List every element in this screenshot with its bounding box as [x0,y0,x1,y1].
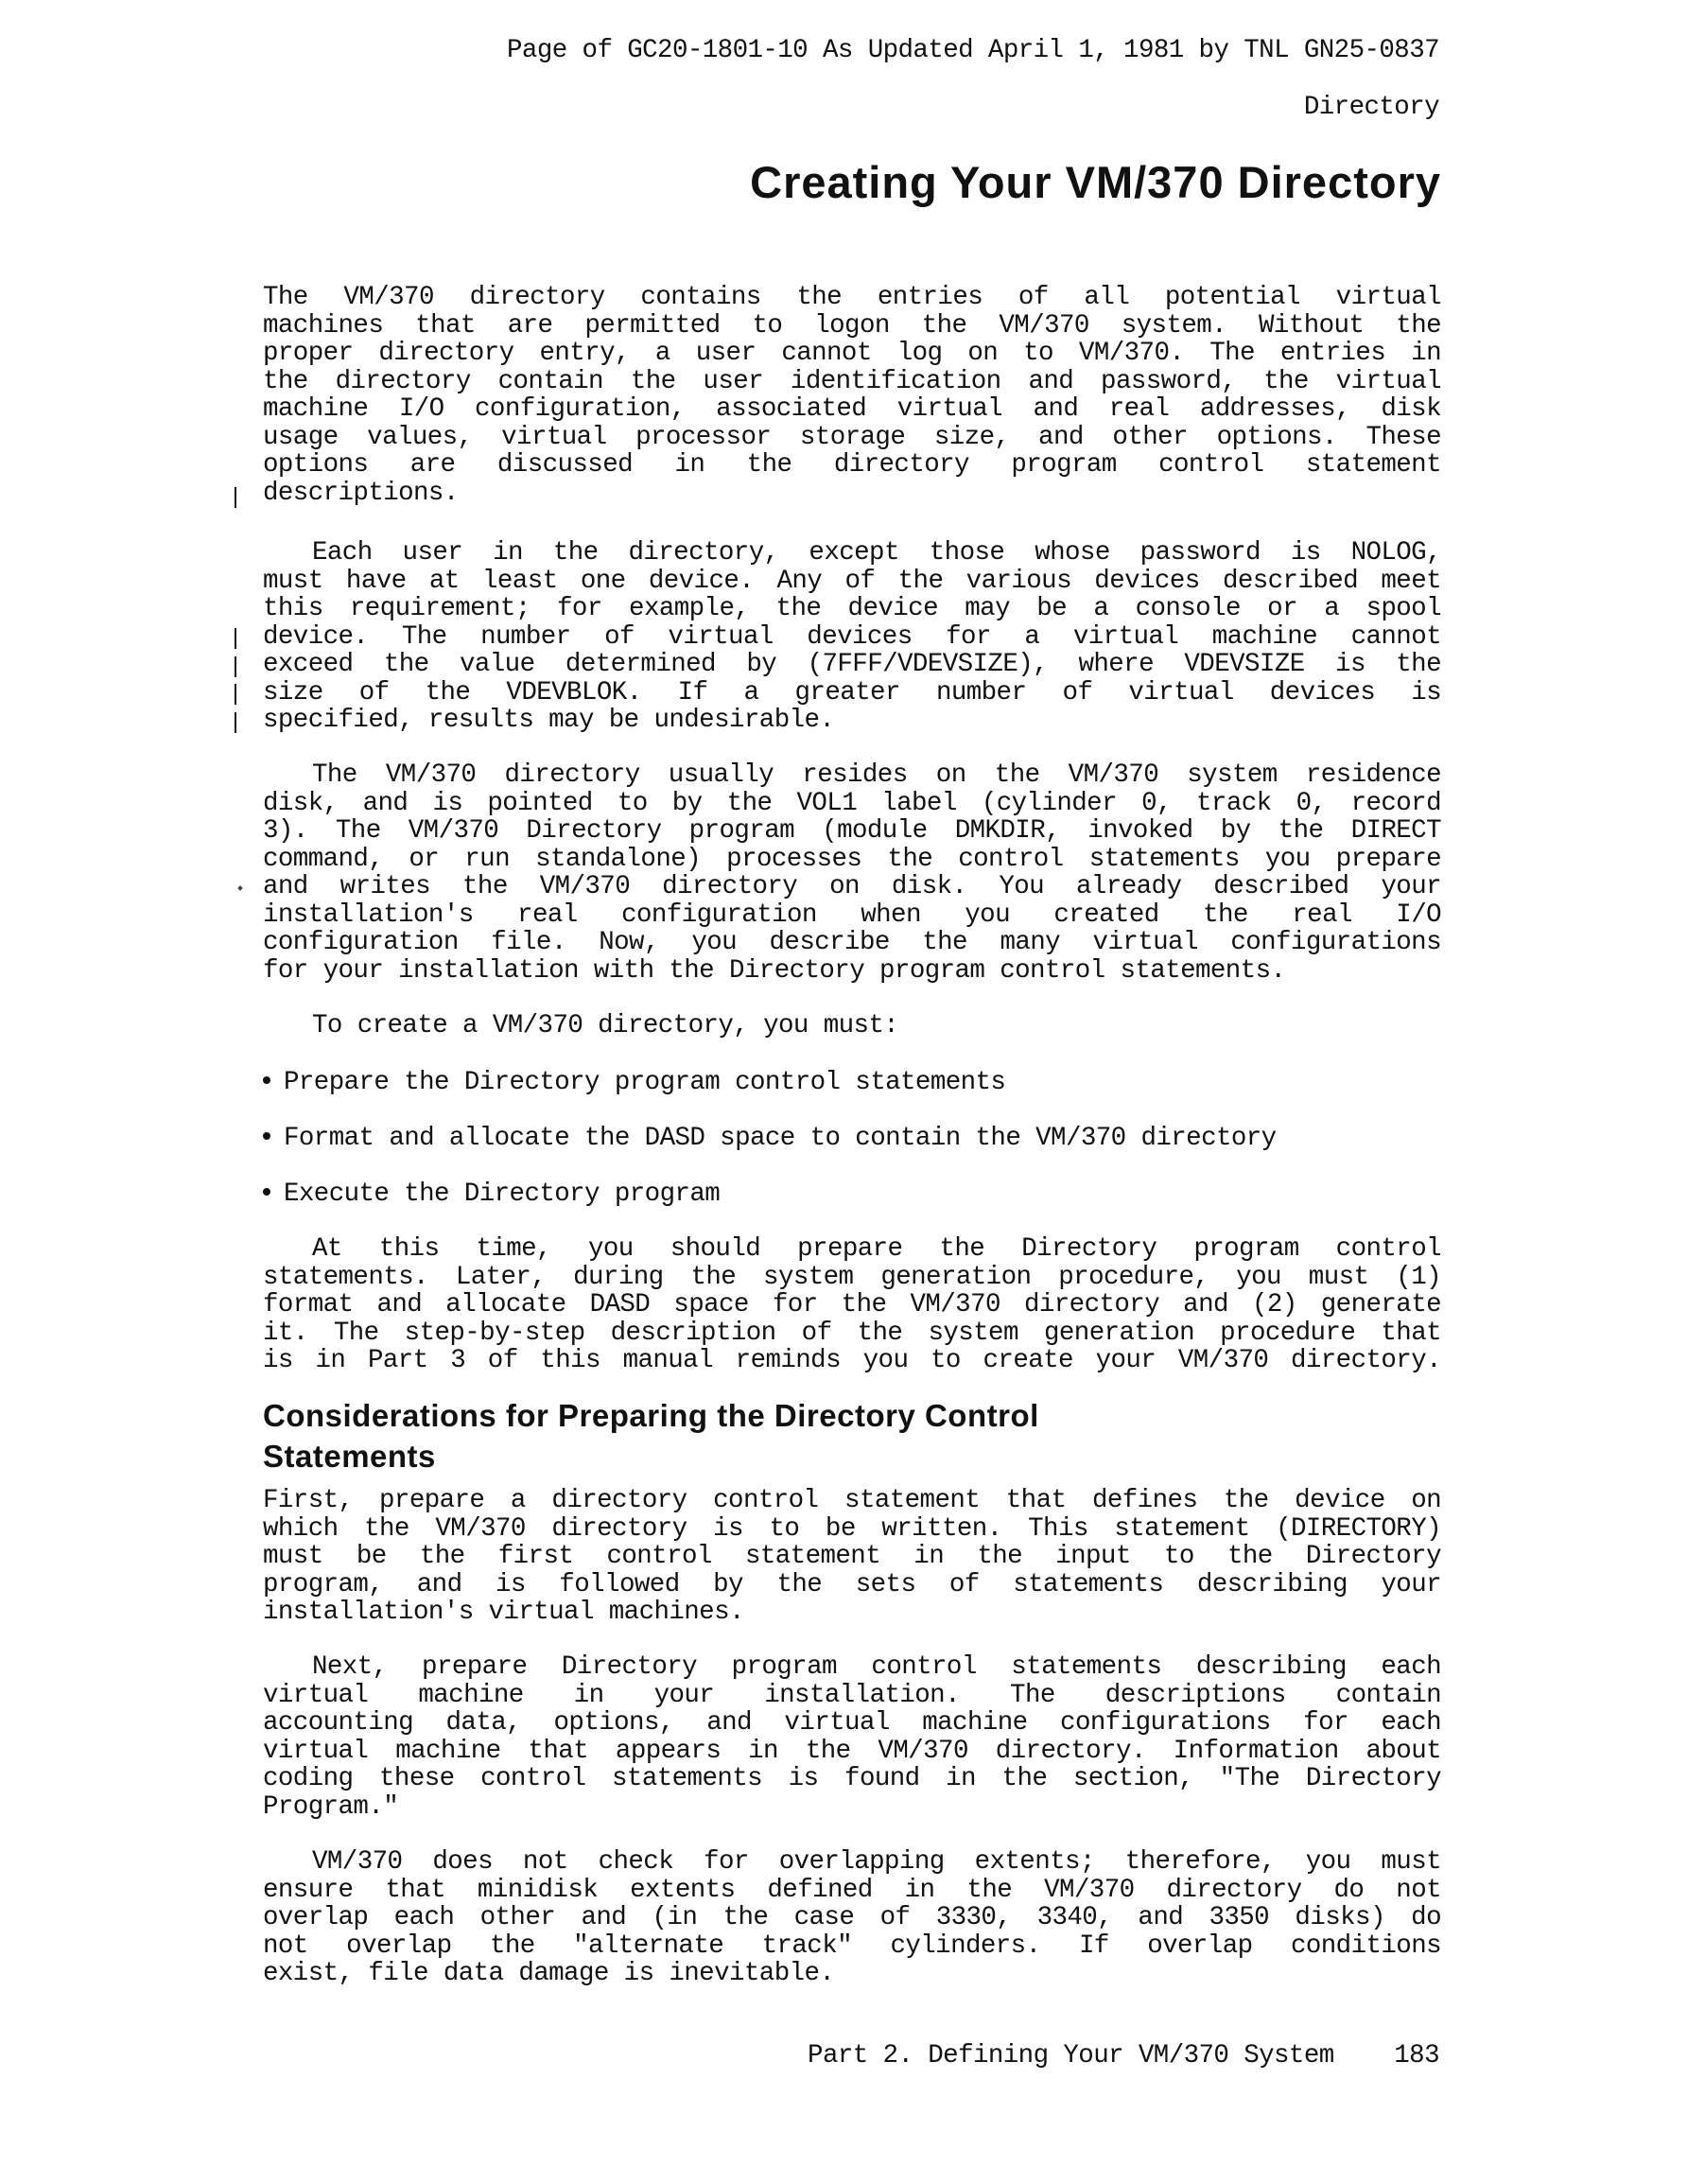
text-line: accounting data, options, and virtual machine configurations for each [263,1708,1441,1738]
bullet-icon [263,1188,270,1196]
text-line: options are discussed in the directory program control statement [263,450,1441,480]
bullet-item [263,1179,720,1209]
text-line: machine I/O configuration, associated virtual and real addresses, disk [263,394,1441,424]
text-line: statements. Later, during the system generation procedure, you must (1) [263,1262,1441,1292]
bullet-item [263,1124,1277,1153]
paragraph-intro [263,284,1441,507]
text-line: ensure that minidisk extents defined in the VM/370 directory do not [263,1875,1441,1905]
running-head: Page of GC20-1801-10 As Updated April 1, 1981 by TNL GN25-0837 [507,36,1439,65]
section-heading-line: Statements [263,1439,436,1474]
section-heading [263,1395,1039,1476]
paragraph-devices [263,539,1441,735]
bullet-item [263,1068,1005,1097]
text-line: machines that are permitted to logon the VM/370 system. Without the [263,310,1441,341]
text-line: Program." [263,1791,399,1822]
text-line: must have at least one device. Any of the various devices described meet [263,566,1441,596]
text-line: proper directory entry, a user cannot log on to VM/370. The entries in [263,339,1441,368]
text-line: installation's real configuration when you created the real I/O [263,900,1441,930]
page-title: Creating Your VM/370 Directory [750,157,1441,207]
text-line: descriptions. [263,478,459,508]
page-number: 183 [1394,2041,1439,2070]
text-line: for your installation with the Directory program control statements. [263,955,1286,986]
section-tag: Directory [1303,93,1439,122]
text-line: format and allocate DASD space for the VM/370 directory and (2) generate [263,1290,1441,1319]
text-line: configuration file. Now, you describe the many virtual configurations [263,928,1441,957]
revision-bar [235,656,236,677]
text-line: must be the first control statement in the input to the Directory [263,1542,1441,1571]
bullet-text: Format and allocate the DASD space to contain the VM/370 directory [284,1124,1277,1153]
paragraph-first-statement [263,1487,1441,1627]
text-line: this requirement; for example, the device may be a console or a spool [263,594,1441,623]
paragraph-sysgen [263,1235,1441,1375]
paragraph-residence [263,761,1441,985]
revision-bar [235,487,236,508]
paragraph-list-intro [263,1012,1441,1040]
bullet-text: Prepare the Directory program control statements [284,1068,1006,1097]
bullet-icon [263,1076,270,1084]
text-line: The VM/370 directory contains the entries of all potential virtual [263,283,1441,312]
text-line: command, or run standalone) processes the control statements you prepare [263,844,1441,874]
text-line: and writes the VM/370 directory on disk. You already described your [263,872,1441,901]
text-line: which the VM/370 directory is to be written. This statement (DIRECTORY) [263,1513,1441,1544]
text-line: The VM/370 directory usually resides on the VM/370 system residence [312,760,1441,790]
footer-text: Part 2. Defining Your VM/370 System [808,2041,1334,2070]
text-line: At this time, you should prepare the Directory program control [312,1234,1441,1264]
scan-mark [237,885,243,891]
text-line: First, prepare a directory control statement that defines the device on [263,1486,1441,1515]
text-line: Next, prepare Directory program control statements describing each [312,1652,1441,1682]
page-footer [808,2041,1439,2070]
text-line: coding these control statements is found in the section, "The Directory [263,1764,1441,1793]
revision-bar [235,628,236,649]
text-line: disk, and is pointed to by the VOL1 label (cylinder 0, track 0, record [263,788,1441,818]
text-line: is in Part 3 of this manual reminds you to create your VM/370 directory. [263,1346,1441,1375]
text-line: VM/370 does not check for overlapping extents; therefore, you must [312,1847,1441,1877]
text-line: exist, file data damage is inevitable. [263,1959,835,1988]
text-line: the directory contain the user identification and password, the virtual [263,366,1441,396]
text-line: virtual machine that appears in the VM/370 directory. Information about [263,1736,1441,1766]
revision-bar [235,712,236,733]
section-heading-line: Considerations for Preparing the Directory Control [263,1398,1039,1433]
paragraph-next-statements [263,1653,1441,1821]
text-line: specified, results may be undesirable. [263,706,835,735]
text-line: overlap each other and (in the case of 3330, 3340, and 3350 disks) do [263,1903,1441,1932]
bullet-icon [263,1132,270,1140]
text-line: size of the VDEVBLOK. If a greater number of virtual devices is [263,677,1441,708]
text-line: installation's virtual machines. [263,1598,744,1627]
text-line: it. The step-by-step description of the system generation procedure that [263,1318,1441,1348]
text-line: program, and is followed by the sets of statements describing your [263,1569,1441,1599]
text-line: exceed the value determined by (7FFF/VDEVSIZE), where VDEVSIZE is the [263,650,1441,679]
text-line: not overlap the "alternate track" cylinders. If overlap conditions [263,1931,1441,1961]
bullet-text: Execute the Directory program [284,1179,721,1209]
text-line: device. The number of virtual devices for a virtual machine cannot [263,621,1441,652]
text-line: To create a VM/370 directory, you must: [312,1011,899,1040]
text-line: 3). The VM/370 Directory program (module DMKDIR, invoked by the DIRECT [263,816,1441,846]
text-line: usage values, virtual processor storage size, and other options. These [263,422,1441,452]
paragraph-overlap-warning [263,1848,1441,1988]
text-line: Each user in the directory, except those whose password is NOLOG, [312,538,1441,568]
revision-bar [235,684,236,705]
text-line: virtual machine in your installation. The descriptions contain [263,1680,1441,1710]
